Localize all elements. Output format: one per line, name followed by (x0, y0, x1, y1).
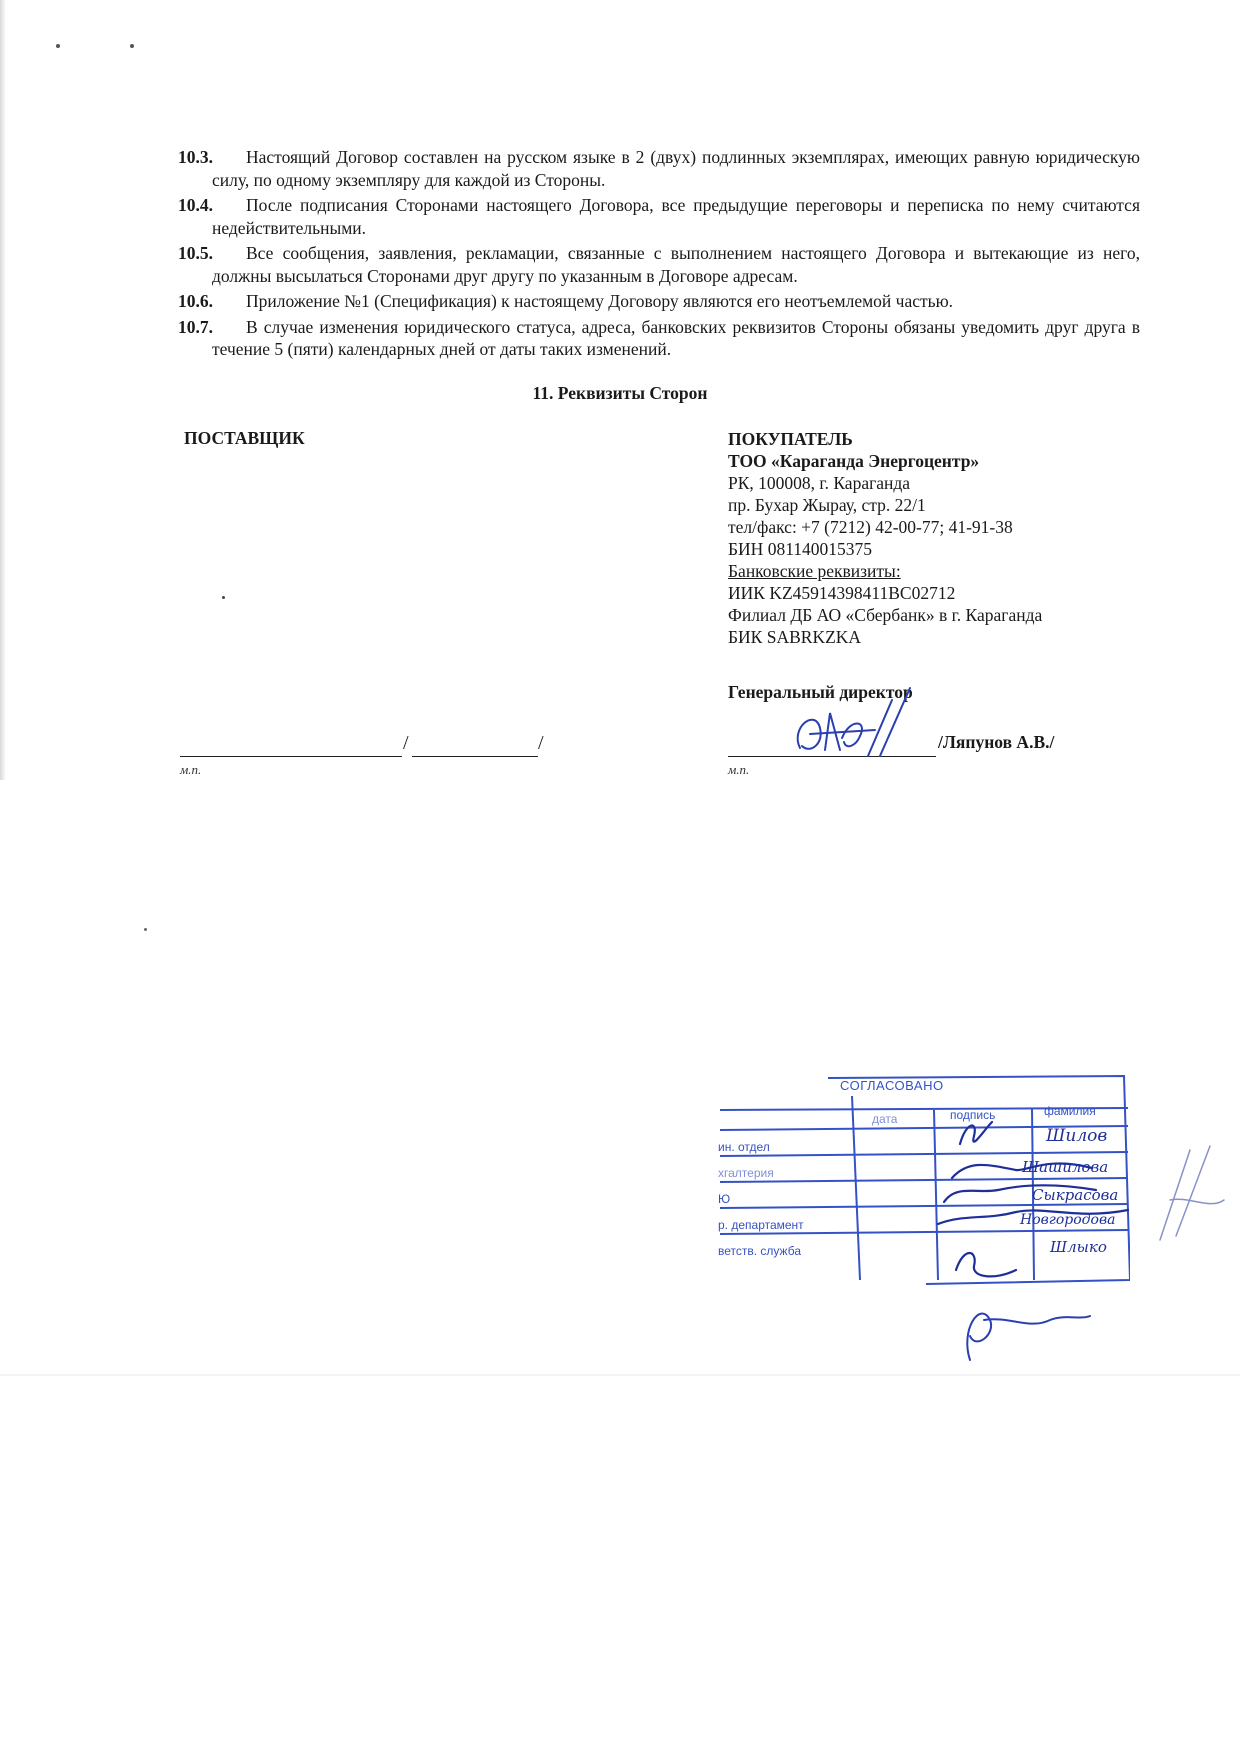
clause-10-6 (178, 290, 1140, 313)
buyer-company: ТОО «Караганда Энергоцентр» (728, 451, 980, 471)
clauses-list (178, 146, 1140, 364)
stamp-handwritten-surname: Шилов (1046, 1126, 1108, 1146)
clause-number: 10.4. (178, 195, 213, 215)
signature-slash: / (538, 732, 544, 754)
stamp-row-label: ветств. служба (718, 1244, 801, 1258)
buyer-details (728, 428, 1148, 648)
stamp-column-date: дата (872, 1112, 898, 1126)
stamp-title: СОГЛАСОВАНО (840, 1078, 944, 1093)
buyer-bik: БИК SABRKZKA (728, 627, 862, 647)
stamp-handwritten-surname: Сыкрасова (1032, 1186, 1119, 1204)
clause-10-7 (178, 316, 1140, 361)
director-signature (780, 668, 950, 768)
stamp-row-label: хгалтерия (718, 1166, 774, 1180)
clause-number: 10.6. (178, 291, 213, 311)
buyer-bank-header: Банковские реквизиты: (728, 561, 901, 581)
clause-text: В случае изменения юридического статуса, адреса, банковских реквизитов Стороны обязаны уведомить друг друга в течение 5 (пяти) календарных дней от даты таких изменений. (212, 316, 1140, 359)
clause-10-4 (178, 194, 1140, 239)
supplier-seal-mark: м.п. (180, 762, 202, 777)
extra-signature (940, 1290, 1100, 1370)
signature-slash: / (403, 732, 409, 754)
buyer-address-street: пр. Бухар Жырау, стр. 22/1 (728, 495, 926, 515)
scan-speck (222, 596, 225, 599)
clause-text: Настоящий Договор составлен на русском языке в 2 (двух) подлинных экземплярах, имеющих равную юридическую силу, по одному экземпляру для каждой из Стороны. (212, 147, 1140, 190)
clause-number: 10.7. (178, 316, 213, 337)
scan-speck (144, 928, 147, 931)
margin-signature (1150, 1140, 1230, 1250)
clause-text: Приложение №1 (Спецификация) к настоящему Договору являются его неотъемлемой частью. (246, 291, 954, 311)
stamp-column-surname: фамилия (1044, 1104, 1096, 1118)
buyer-phone: тел/факс: +7 (7212) 42-00-77; 41-91-38 (728, 517, 1013, 537)
buyer-bank: Филиал ДБ АО «Сбербанк» в г. Караганда (728, 605, 1043, 625)
supplier-signature-line (180, 756, 402, 757)
clause-number: 10.5. (178, 243, 213, 263)
supplier-name-line (412, 756, 538, 757)
scan-speck (56, 44, 60, 48)
stamp-row-label: ин. отдел (718, 1140, 770, 1154)
buyer-label: ПОКУПАТЕЛЬ (728, 429, 853, 449)
buyer-seal-mark: м.п. (728, 762, 750, 777)
stamp-column-signature: подпись (950, 1108, 996, 1122)
buyer-signatory: /Ляпунов А.В./ (938, 732, 1055, 752)
clause-10-5 (178, 242, 1140, 287)
supplier-label: ПОСТАВЩИК (184, 428, 305, 448)
stamp-row-label: р. департамент (718, 1218, 804, 1232)
buyer-bin: БИН 081140015375 (728, 539, 873, 559)
buyer-iik: ИИК KZ45914398411BC02712 (728, 583, 956, 603)
clause-text: После подписания Сторонами настоящего Договора, все предыдущие переговоры и переписка по нему считаются недействительными. (212, 195, 1140, 238)
stamp-handwritten-surname: Новгородова (1020, 1212, 1116, 1228)
buyer-address-city: РК, 100008, г. Караганда (728, 473, 911, 493)
buyer-position: Генеральный директор (728, 682, 913, 702)
stamp-handwritten-surname: Шашилова (1022, 1158, 1109, 1176)
scan-speck (130, 44, 134, 48)
stamp-handwritten-surname: Шлыко (1050, 1238, 1107, 1256)
clause-number: 10.3. (178, 147, 213, 167)
clause-10-3 (178, 146, 1140, 191)
section-title: 11. Реквизиты Сторон (532, 383, 708, 403)
clause-text: Все сообщения, заявления, рекламации, связанные с выполнением настоящего Договора и вытекающие из него, должны высылаться Сторонами друг другу по указанным в Договоре адресам. (212, 243, 1140, 286)
scan-fold-line (0, 1374, 1240, 1376)
stamp-row-label: Ю (718, 1192, 731, 1206)
